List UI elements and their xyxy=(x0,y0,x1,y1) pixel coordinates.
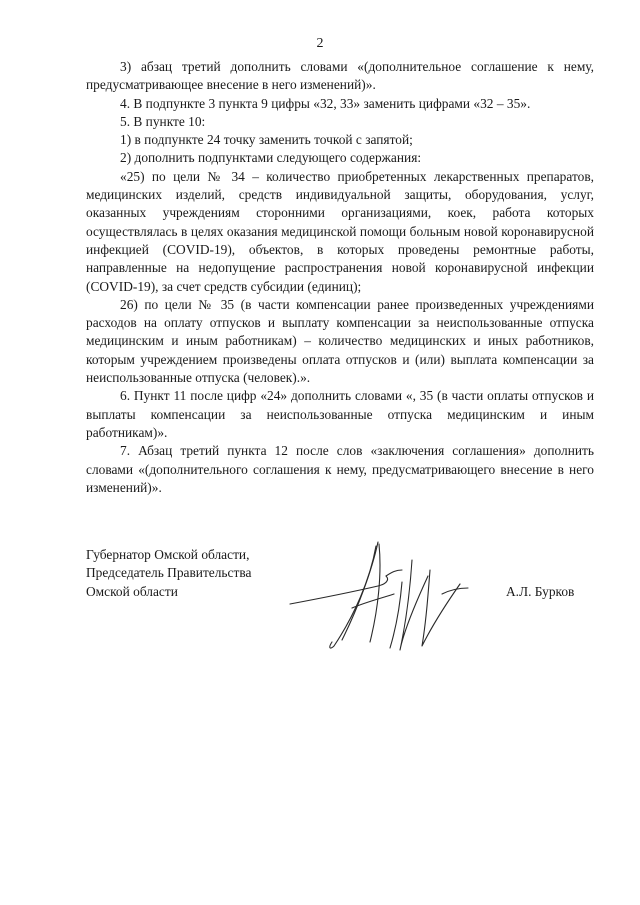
paragraph: 1) в подпункте 24 точку заменить точкой с запятой; xyxy=(120,132,413,148)
paragraph: 2) дополнить подпунктами следующего содержания: xyxy=(120,150,422,166)
handwritten-signature xyxy=(282,530,482,660)
paragraph: 3) абзац третий дополнить словами «(дополнительное соглашение к нему, предусматривающее внесение в него изменений)». xyxy=(86,59,594,93)
page-number: 2 xyxy=(316,36,324,51)
paragraph: «25) по цели № 34 – количество приобретенных лекарственных препаратов, медицинских изделий, средств индивидуальной защиты, оборудования, услуг, оказанных учреждениям сторонними организациями, коек, работа которых осуществлялась в целях оказания медицинской помощи больным новой коронавирусной инфекцией (COVID-19), объектов, в которых проведены ремонтные работы, направленные на недопущение распространения новой коронавирусной инфекции (COVID-19), за счет средств субсидии (единиц); xyxy=(86,168,594,294)
paragraph: 5. В пункте 10: xyxy=(120,113,206,129)
paragraph: 4. В подпункте 3 пункта 9 цифры «32, 33» заменить цифрами «32 – 35». xyxy=(120,95,531,111)
paragraph: 6. Пункт 11 после цифр «24» дополнить словами «, 35 (в части оплаты отпусков и выплаты компенсации за неиспользованные отпуска медицинским и иным работникам)». xyxy=(86,388,594,440)
document-body xyxy=(86,58,594,497)
signer-position-line: Председатель Правительства xyxy=(86,565,252,581)
paragraph: 26) по цели № 35 (в части компенсации ранее произведенных учреждениями расходов на оплату отпусков и выплату компенсации за неиспользованные отпуска медицинским и иным работникам) – количество медицинских и иных работников, которым учреждением произведены оплата отпусков и (или) выплата компенсации за неиспользованные отпуска (человек).». xyxy=(86,296,594,386)
signer-position-line: Губернатор Омской области, xyxy=(86,547,250,562)
signer-name: А.Л. Бурков xyxy=(506,584,575,599)
signer-position-line: Омской области xyxy=(86,583,178,599)
signer-position xyxy=(86,546,251,601)
paragraph: 7. Абзац третий пункта 12 после слов «заключения соглашения» дополнить словами «(дополнительного соглашения к нему, предусматривающего внесение в него изменений)». xyxy=(86,443,594,495)
